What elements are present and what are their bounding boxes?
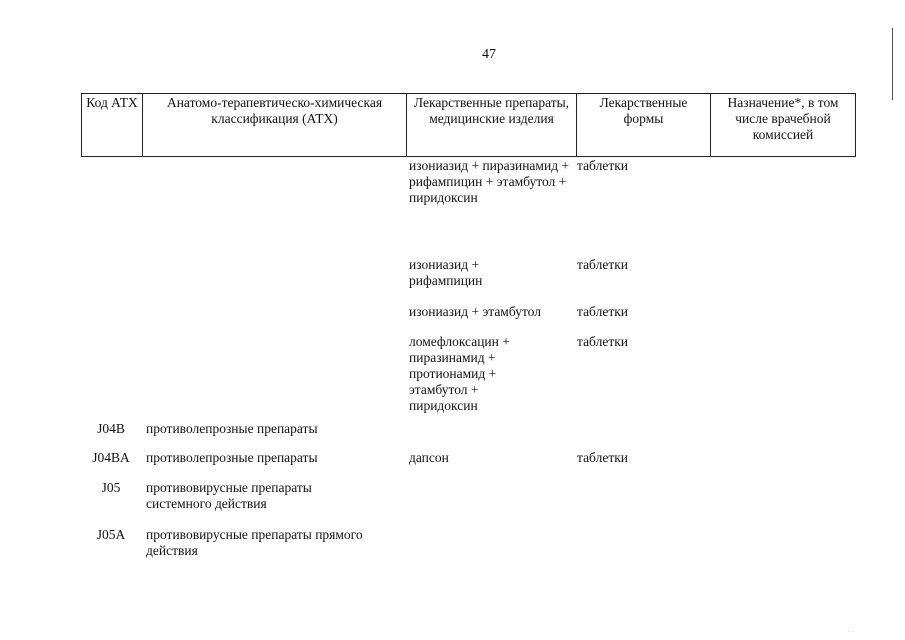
table-cell-drug: изониазид + рифампицин <box>409 257 483 288</box>
header-code: Код АТХ <box>82 94 143 157</box>
table-cell-code: J04BA <box>92 450 130 465</box>
table-cell-drug: изониазид + этамбутол <box>409 304 541 319</box>
table-cell-classification: противолепрозные препараты <box>146 421 318 436</box>
table-cell-code: J05A <box>96 527 126 542</box>
table-cell-classification: противовирусные препараты прямого действия <box>146 527 363 558</box>
table-cell-code: J05 <box>101 480 121 495</box>
table-cell-form: таблетки <box>577 158 629 173</box>
header-classification: Анатомо-терапевтическо-химическая классификация (АТХ) <box>143 94 407 157</box>
table-cell-form: таблетки <box>577 257 629 272</box>
header-purpose: Назначение*, в том числе врачебной комиссией <box>711 94 856 157</box>
table-cell-form: таблетки <box>577 304 629 319</box>
table-cell-drug: изониазид + пиразинамид + рифампицин + этамбутол + пиридоксин <box>409 158 570 205</box>
table-cell-form: таблетки <box>577 450 629 465</box>
table-cell-drug: ломефлоксацин + пиразинамид + протионамид + этамбутол + пиридоксин <box>409 334 510 413</box>
table-cell-drug: дапсон <box>409 450 449 465</box>
page-number: 47 <box>482 47 496 62</box>
table-cell-classification: противолепрозные препараты <box>146 450 318 465</box>
header-forms: Лекарственные формы <box>577 94 711 157</box>
header-drugs: Лекарственные препараты, медицинские изделия <box>407 94 577 157</box>
table-cell-form: таблетки <box>577 334 629 349</box>
table-cell-code: J04B <box>97 421 125 436</box>
footer-dots: . . <box>848 625 854 634</box>
table-cell-classification: противовирусные препараты системного действия <box>146 480 312 511</box>
